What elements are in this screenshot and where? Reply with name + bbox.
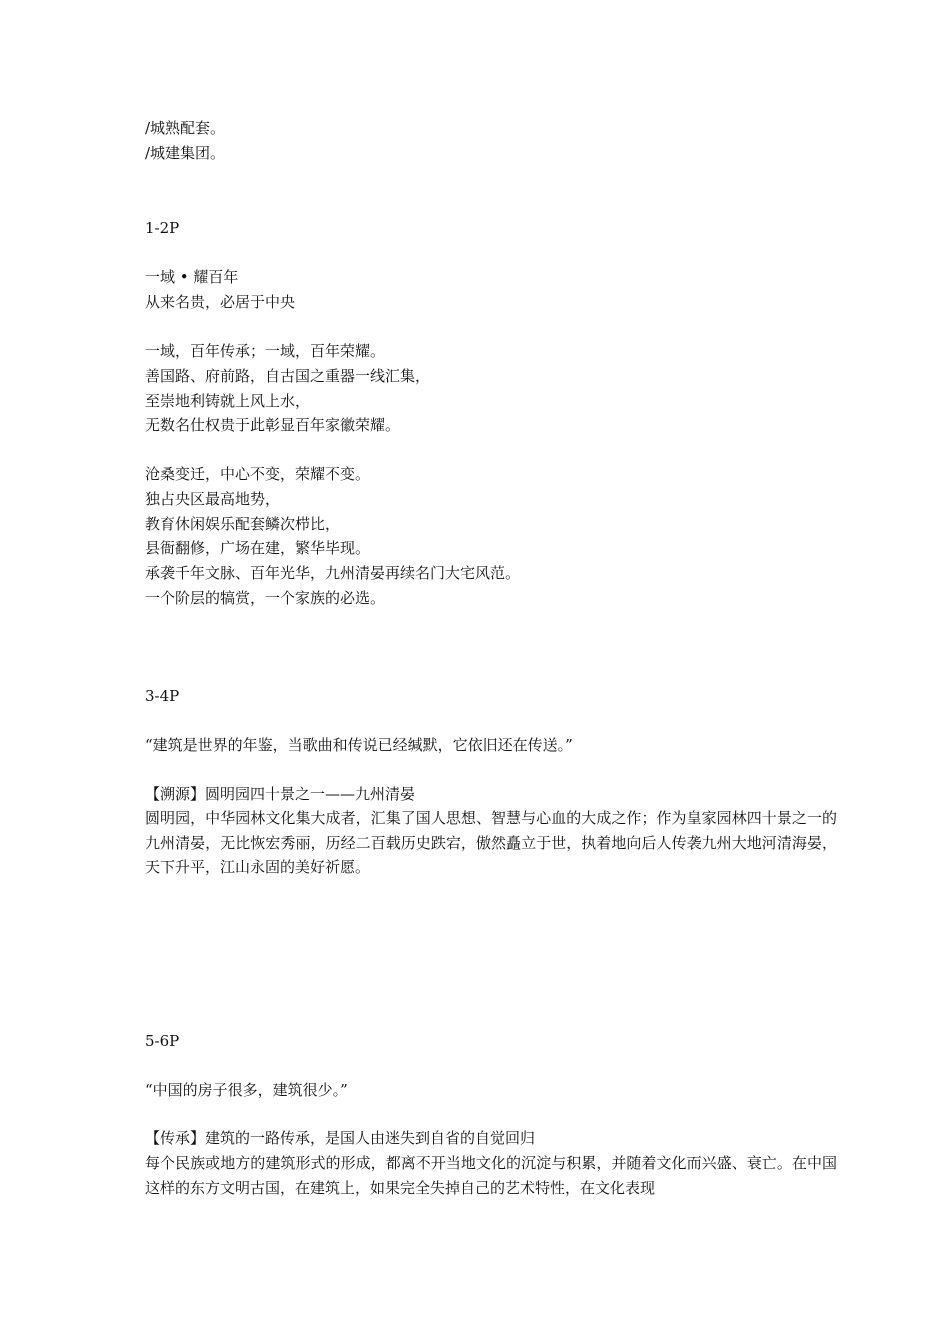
section-subtitle: 从来名贵，必居于中央 bbox=[145, 293, 296, 311]
intro-line: /城熟配套。 bbox=[145, 119, 226, 137]
section-title: 一域 • 耀百年 bbox=[145, 268, 239, 286]
section-heading: 【溯源】圆明园四十景之一——九州清晏 bbox=[145, 785, 416, 803]
section-heading: 【传承】建筑的一路传承，是国人由迷失到自省的自觉回归 bbox=[145, 1129, 536, 1147]
section-quote: “建筑是世界的年鉴，当歌曲和传说已经缄默，它依旧还在传送。” bbox=[145, 736, 573, 754]
section-label-1-2p: 1-2P bbox=[145, 219, 180, 237]
section-label-5-6p: 5-6P bbox=[145, 1032, 180, 1050]
body-line: 无数名仕权贵于此彰显百年家徽荣耀。 bbox=[145, 416, 401, 434]
intro-line: /城建集团。 bbox=[145, 144, 226, 162]
body-line: 承袭千年文脉、百年光华，九州清晏再续名门大宅风范。 bbox=[145, 564, 521, 582]
section-paragraph: 每个民族或地方的建筑形式的形成，都离不开当地文化的沉淀与积累，并随着文化而兴盛、衰亡。在中国这样的东方文明古国，在建筑上，如果完全失掉自己的艺术特性，在文化表现 bbox=[145, 1154, 837, 1197]
body-line: 独占央区最高地势， bbox=[145, 490, 281, 508]
section-quote: “中国的房子很多，建筑很少。” bbox=[145, 1081, 348, 1099]
section-paragraph: 圆明园，中华园林文化集大成者，汇集了国人思想、智慧与心血的大成之作；作为皇家园林四十景之一的九州清晏，无比恢宏秀丽，历经二百载历史跌宕，傲然矗立于世，执着地向后人传袭九州大地河清海晏，天下升平，江山永固的美好祈愿。 bbox=[145, 809, 837, 876]
body-line: 教育休闲娱乐配套鳞次栉比， bbox=[145, 515, 341, 533]
body-line: 善国路、府前路，自古国之重器一线汇集， bbox=[145, 367, 431, 385]
body-line: 一域，百年传承；一域，百年荣耀。 bbox=[145, 342, 386, 360]
body-line: 沧桑变迁，中心不变，荣耀不变。 bbox=[145, 465, 371, 483]
body-line: 一个阶层的犒赏，一个家族的必选。 bbox=[145, 589, 386, 607]
section-label-3-4p: 3-4P bbox=[145, 687, 180, 705]
body-line: 县衙翻修，广场在建，繁华毕现。 bbox=[145, 539, 371, 557]
body-line: 至崇地利铸就上风上水， bbox=[145, 392, 311, 410]
